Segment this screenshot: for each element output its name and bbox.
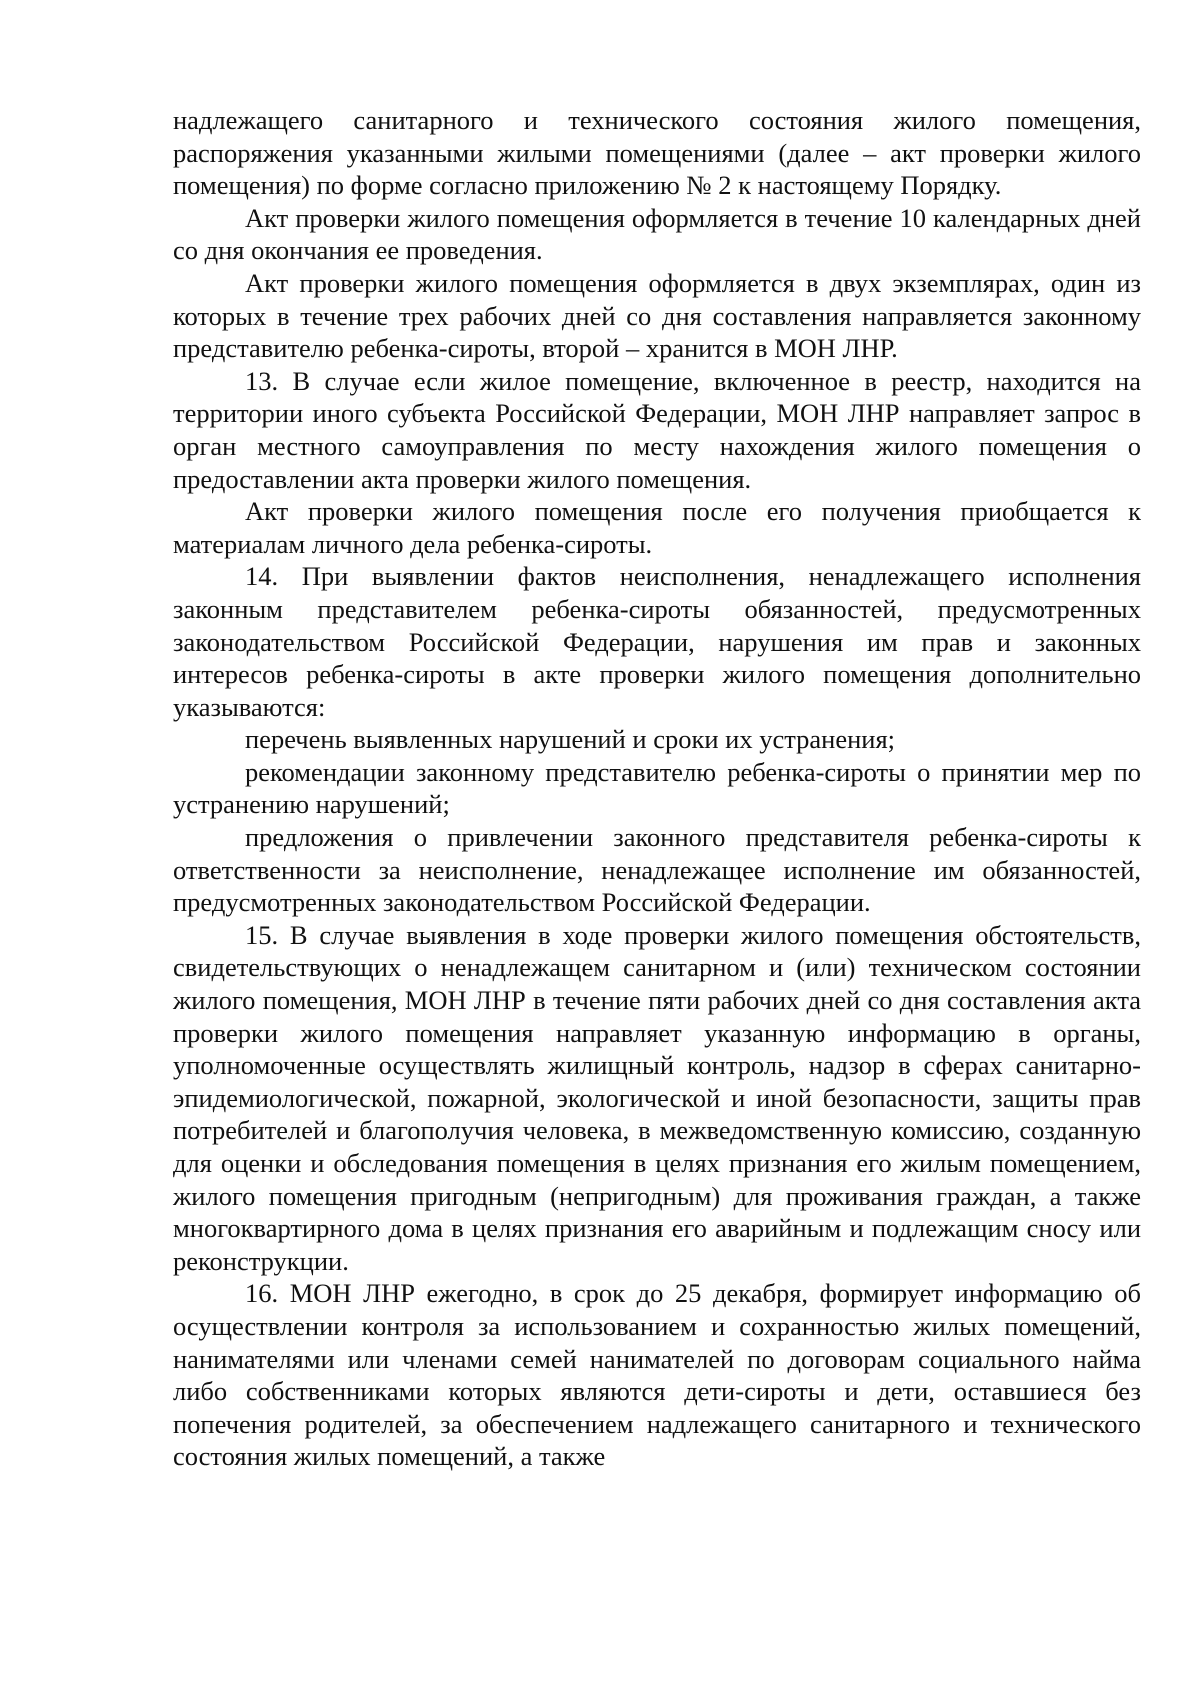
list-item: предложения о привлечении законного представителя ребенка-сироты к ответственности за неисполнение, ненадлежащее исполнение им обязанностей, предусмотренных законодательством Российской Федерации. (173, 822, 1141, 918)
paragraph: Акт проверки жилого помещения после его получения приобщается к материалам личного дела ребенка-сироты. (173, 496, 1141, 559)
paragraph: Акт проверки жилого помещения оформляется в двух экземплярах, один из которых в течение трех рабочих дней со дня составления направляется законному представителю ребенка-сироты, второй – хранится в МОН ЛНР. (173, 267, 1141, 364)
document-page (173, 104, 1141, 1473)
list-item: перечень выявленных нарушений и сроки их устранения; (245, 724, 896, 755)
paragraph-continuation: надлежащего санитарного и технического состояния жилого помещения, распоряжения указанными жилыми помещениями (далее – акт проверки жилого помещения) по форме согласно приложению № 2 к настоящему Порядку. (173, 105, 1141, 201)
list-item: рекомендации законному представителю ребенка-сироты о принятии мер по устранению нарушений; (173, 756, 1141, 820)
paragraph-item-15: 15. В случае выявления в ходе проверки жилого помещения обстоятельств, свидетельствующих о ненадлежащем санитарном и (или) техническом состоянии жилого помещения, МОН ЛНР в течение пяти рабочих дней со дня составления акта проверки жилого помещения направляет указанную информацию в органы, уполномоченные осуществлять жилищный контроль, надзор в сферах санитарно-эпидемиологической, пожарной, экологической и иной безопасности, защиты прав потребителей и благополучия человека, в межведомственную комиссию, созданную для оценки и обследования помещения в целях признания его жилым помещением, жилого помещения пригодным (непригодным) для проживания граждан, а также многоквартирного дома в целях признания его аварийным и подлежащим сносу или реконструкции. (173, 919, 1141, 1276)
paragraph: Акт проверки жилого помещения оформляется в течение 10 календарных дней со дня окончания ее проведения. (173, 202, 1141, 266)
paragraph-item-16: 16. МОН ЛНР ежегодно, в срок до 25 декабря, формирует информацию об осуществлении контроля за использованием и сохранностью жилых помещений, нанимателями или членами семей нанимателей по договорам социального найма либо собственниками которых являются дети-сироты и дети, оставшиеся без попечения родителей, за обеспечением надлежащего санитарного и технического состояния жилых помещений, а также (173, 1278, 1141, 1472)
paragraph-item-13: 13. В случае если жилое помещение, включенное в реестр, находится на территории иного субъекта Российской Федерации, МОН ЛНР направляет запрос в орган местного самоуправления по месту нахождения жилого помещения о предоставлении акта проверки жилого помещения. (173, 365, 1141, 494)
paragraph-item-14: 14. При выявлении фактов неисполнения, ненадлежащего исполнения законным представителем ребенка-сироты обязанностей, предусмотренных законодательством Российской Федерации, нарушения им прав и законных интересов ребенка-сироты в акте проверки жилого помещения дополнительно указываются: (173, 561, 1141, 722)
